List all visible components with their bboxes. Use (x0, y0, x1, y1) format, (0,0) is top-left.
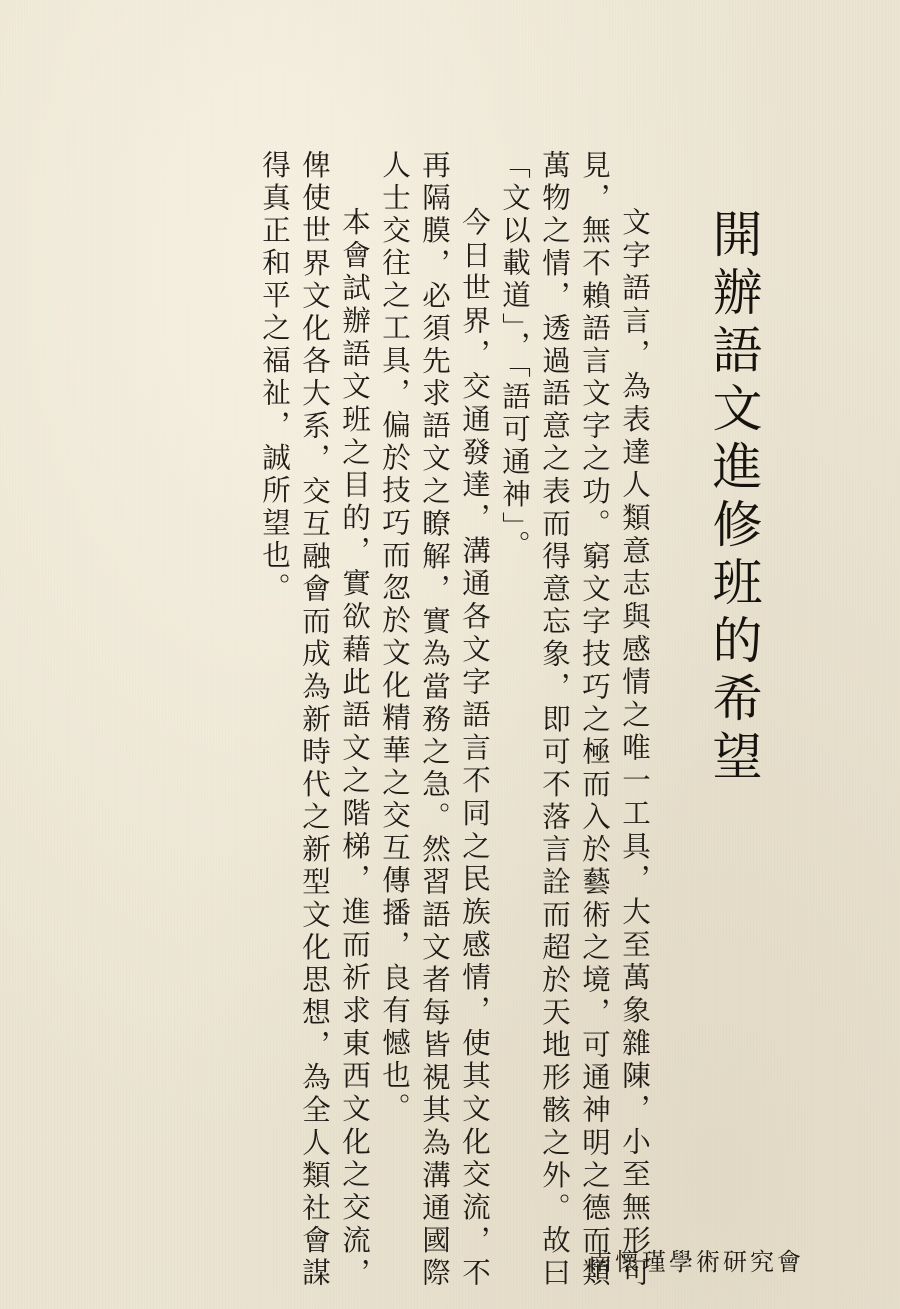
signature: 南懷瑾學術研究會 (588, 1248, 804, 1276)
paragraph: 今日世界，交通發達，溝通各文字語言不同之民族感情，使其文化交流，不再隔膜，必須先求語文之瞭解，實為當務之急。然習語文者每皆視其為溝通國際人士交往之工具，偏於技巧而忽於文化精華之交互傳播，良有憾也。 (378, 150, 491, 1290)
body-text (254, 150, 654, 1290)
paragraph: 文字語言，為表達人類意志與感情之唯一工具，大至萬象雜陳，小至無形可見，無不賴語言文字之功。窮文字技巧之極而入於藝術之境，可通神明之德而類萬物之情，透過語意之表而得意忘象，即可不落言詮而超於天地形骸之外。故曰「文以載道」，「語可通神」。 (498, 150, 651, 1290)
document-title: 開辦語文進修班的希望 (704, 208, 763, 788)
paragraph: 本會試辦語文班之目的，實欲藉此語文之階梯，進而祈求東西文化之交流，俾使世界文化各大系，交互融會而成為新時代之新型文化思想，為全人類社會謀得真正和平之福祉，誠所望也。 (258, 150, 371, 1290)
